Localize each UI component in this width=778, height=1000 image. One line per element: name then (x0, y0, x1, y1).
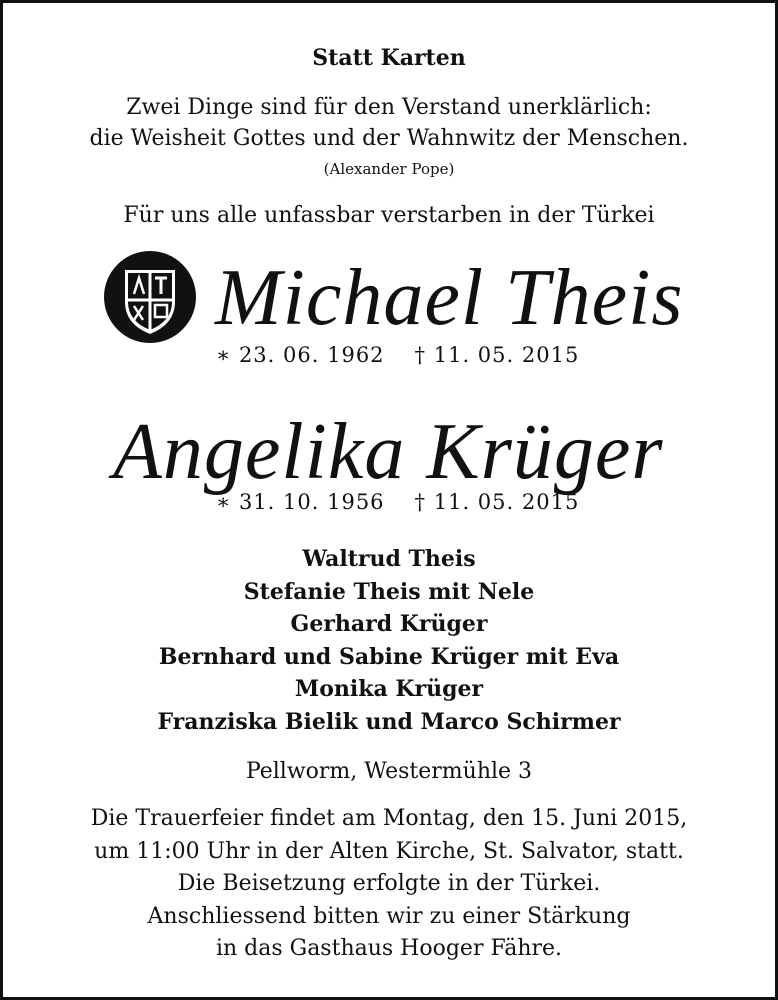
ceremony-line: Anschliessend bitten wir zu einer Stärkung (147, 903, 631, 929)
mourner: Monika Krüger (294, 676, 484, 702)
ceremony-line: in das Gasthaus Hooger Fähre. (215, 936, 563, 961)
mourner: Stefanie Theis mit Nele (243, 578, 535, 605)
birth-date-1: ∗ 23. 06. 1962 (216, 343, 385, 367)
notice-heading: Statt Karten (312, 45, 466, 71)
ceremony-line: um 11:00 Uhr in der Alten Kirche, St. Salvator, statt. (94, 838, 684, 864)
mourner: Gerhard Krüger (290, 611, 488, 637)
intro-text: Für uns alle unfassbar verstarben in der Türkei (123, 203, 655, 228)
address: Pellworm, Westermühle 3 (245, 759, 533, 784)
mourner: Franziska Bielik und Marco Schirmer (157, 708, 621, 735)
ceremony-line: Die Trauerfeier findet am Montag, den 15. Juni 2015, (90, 806, 688, 831)
death-date-1: † 11. 05. 2015 (414, 343, 580, 367)
ceremony-line: Die Beisetzung erfolgte in der Türkei. (177, 871, 601, 896)
guild-crest-icon (103, 250, 197, 344)
mourner: Bernhard und Sabine Krüger mit Eva (158, 643, 620, 670)
death-date-2: † 11. 05. 2015 (414, 490, 580, 514)
ceremony-info (3, 803, 775, 966)
quote-author: (Alexander Pope) (323, 160, 455, 178)
mourners-list (3, 543, 775, 738)
deceased-dates-1 (216, 343, 579, 367)
quote-line-2: die Weisheit Gottes und der Wahnwitz der Menschen. (89, 126, 689, 151)
deceased-name-1: Michael Theis (215, 254, 684, 342)
mourner: Waltrud Theis (302, 546, 476, 572)
deceased-dates-2 (216, 490, 579, 514)
deceased-name-2: Angelika Krüger (113, 408, 664, 496)
quote-line-1: Zwei Dinge sind für den Verstand unerklärlich: (126, 95, 652, 120)
birth-date-2: ∗ 31. 10. 1956 (216, 490, 385, 514)
